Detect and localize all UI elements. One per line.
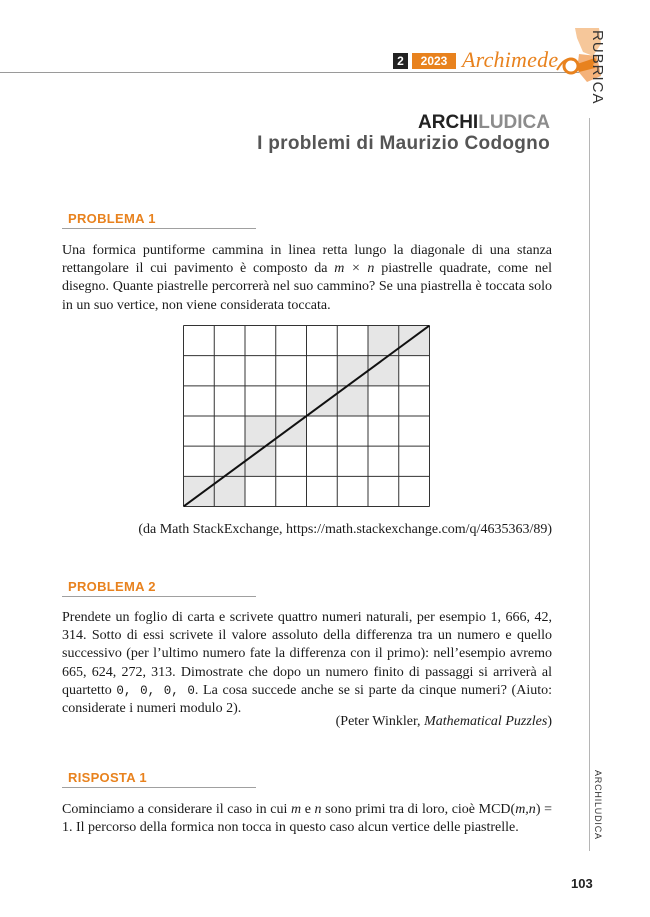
problem2-heading: PROBLEMA 2 bbox=[68, 579, 156, 594]
magazine-title: Archimede bbox=[462, 47, 559, 72]
margin-rule bbox=[589, 118, 590, 851]
problem2-text-a: Prendete un foglio di carta e scrivete quattro numeri naturali, per esempio 1, 666, 42, 314. Sotto di essi scrivete il valore assoluto della differenza tra un numero e quello successivo (per l’ultimo numero fate la differenza con il primo): nell’esempio avremo 665, 624, 272, 313. Dimostrate che dopo un numero finito di passaggi si arriverà al quartetto bbox=[62, 610, 552, 698]
problem1-source: (da Math StackExchange, https://math.stackexchange.com/q/4635363/89) bbox=[138, 522, 552, 537]
title-part-ludica: LUDICA bbox=[478, 112, 550, 133]
issue-year-badge: 2023 bbox=[412, 53, 456, 69]
page-subtitle: I problemi di Maurizio Codogno bbox=[257, 133, 550, 154]
problem2-source-author: (Peter Winkler, bbox=[335, 714, 425, 729]
problem1-text-a: Una formica puntiforme cammina in linea retta lungo la diagonale di una stanza rettangolare il cui pavimento è composto da bbox=[62, 243, 552, 277]
problem2-quartet: 0, 0, 0, 0 bbox=[116, 683, 195, 698]
problem2-source-book: Mathematical Puzzles bbox=[424, 714, 548, 729]
answer1-heading: RISPOSTA 1 bbox=[68, 770, 147, 785]
problem1-rule bbox=[62, 228, 256, 229]
answer1-n: n bbox=[314, 802, 322, 817]
answer1-rule bbox=[62, 787, 256, 788]
problem2-text bbox=[62, 609, 552, 718]
answer1-text bbox=[62, 801, 552, 837]
tile-grid-diagram bbox=[183, 325, 430, 507]
section-tab bbox=[588, 30, 606, 120]
answer1-m: m bbox=[290, 802, 302, 817]
section-tab-label: RUBRICA bbox=[589, 30, 606, 105]
problem2-source bbox=[336, 714, 552, 730]
answer1-and: e bbox=[301, 802, 315, 817]
problem2-text-b: . La cosa succede anche se si parte da cinque numeri? (Aiuto: considerate i numeri modulo 2). bbox=[62, 682, 552, 717]
problem2-source-close: ) bbox=[547, 714, 552, 729]
side-column-label bbox=[590, 770, 604, 850]
page-number: 103 bbox=[571, 876, 593, 891]
problem1-heading: PROBLEMA 1 bbox=[68, 211, 156, 226]
problem1-text-b: piastrelle quadrate, come nel disegno. Quante piastrelle percorrerà nel suo cammino? Se una piastrella è toccata solo in un suo vertice, non viene considerata toccata. bbox=[62, 261, 552, 313]
issue-number-badge: 2 bbox=[393, 53, 408, 69]
page-title bbox=[418, 112, 550, 134]
answer1-mn: m,n bbox=[515, 802, 536, 817]
side-column-text: ARCHILUDICA bbox=[593, 770, 603, 840]
answer1-text-a: Cominciamo a considerare il caso in cui bbox=[62, 802, 291, 817]
problem2-rule bbox=[62, 596, 256, 597]
answer1-text-b: sono primi tra di loro, cioè MCD( bbox=[321, 802, 516, 817]
problem1-math: m × n bbox=[334, 261, 375, 277]
answer1-text-c: ) = 1. Il percorso della formica non tocca in questo caso alcun vertice delle piastrelle. bbox=[62, 802, 552, 836]
problem1-text bbox=[62, 242, 552, 315]
title-part-archi: ARCHI bbox=[418, 112, 479, 133]
